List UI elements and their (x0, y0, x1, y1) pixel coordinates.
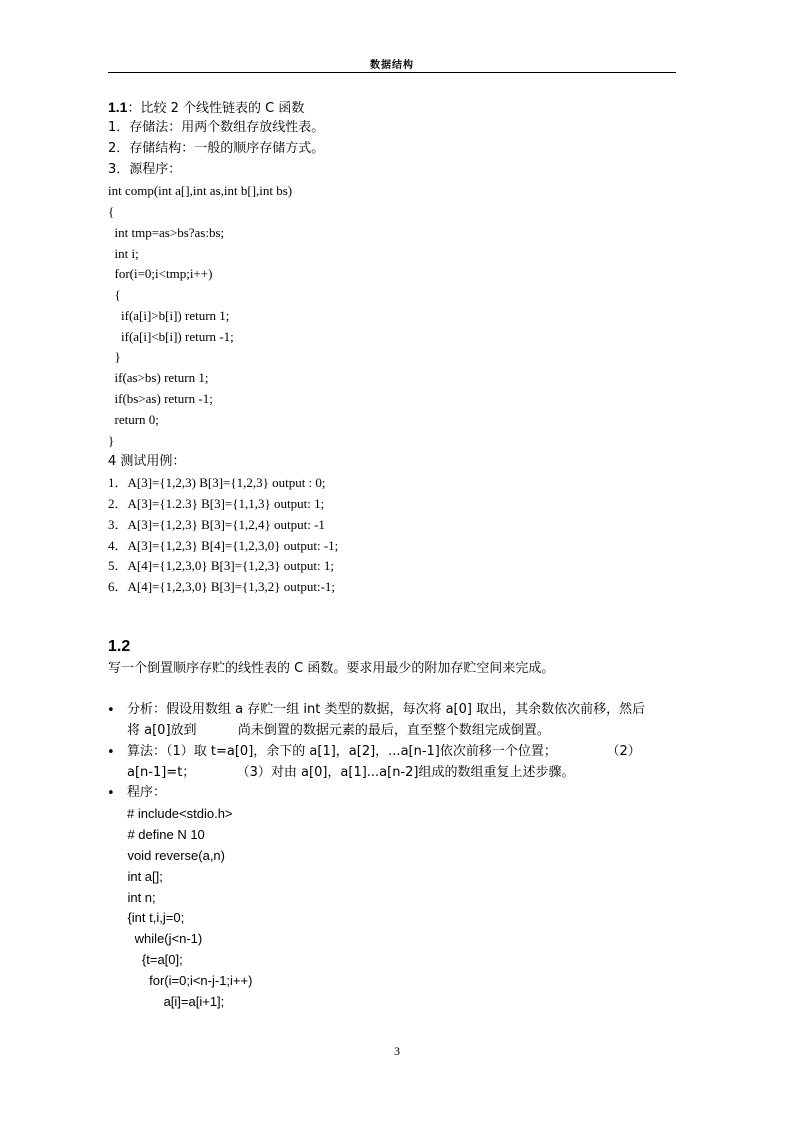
section-1-2-intro: 写一个倒置顺序存贮的线性表的 C 函数。要求用最少的附加存贮空间来完成。 (108, 661, 555, 676)
test-case: 3．A[3]={1,2,3} B[3]={1,2,4} output: -1 (108, 517, 325, 532)
code-line: for(i=0;i<tmp;i++) (108, 266, 213, 281)
code-line: int a[]; (113, 869, 163, 884)
header-rule (108, 72, 676, 73)
section-1-1-title: ：比较 2 个线性链表的 C 函数 (127, 101, 305, 116)
code-line: { (108, 287, 121, 302)
section-1-1-number: 1.1 (108, 99, 128, 115)
running-header: 数据结构 (370, 60, 414, 71)
code-line: } (108, 433, 115, 448)
program-label: 程序： (127, 785, 167, 800)
page-number: 3 (394, 1044, 400, 1058)
section-1-1-heading (108, 99, 304, 117)
code-line: if(a[i]<b[i]) return -1; (108, 329, 234, 344)
list-item: 2．存储结构：一般的顺序存储方式。 (108, 141, 325, 156)
test-case: 4．A[3]={1,2,3} B[4]={1,2,3,0} output: -1; (108, 538, 339, 553)
code-line: int i; (108, 246, 139, 261)
code-line: int tmp=as>bs?as:bs; (108, 225, 225, 240)
bullet-icon: • (107, 745, 115, 760)
code-line: while(j<n-1) (113, 931, 203, 946)
list-item: 1．存储法：用两个数组存放线性表。 (108, 120, 325, 135)
code-line: for(i=0;i<n-j-1;i++) (113, 973, 253, 988)
analysis-text: 将 a[0]放到 尚未倒置的数据元素的最后，直至整个数组完成倒置。 (127, 723, 550, 738)
code-line: { (108, 204, 115, 219)
bullet-icon: • (107, 786, 115, 801)
code-line: int comp(int a[],int as,int b[],int bs) (108, 183, 293, 198)
code-line: int n; (113, 890, 156, 905)
list-item: 3．源程序： (108, 162, 182, 177)
code-line: # include<stdio.h> (127, 806, 233, 821)
code-line: # define N 10 (113, 827, 205, 842)
section-1-2-heading: 1.2 (108, 638, 131, 655)
algorithm-text: 算法：（1）取 t=a[0]，余下的 a[1]，a[2]，...a[n-1]依次前移一个位置； （2） (127, 744, 641, 759)
test-case: 2．A[3]={1.2.3} B[3]={1,1,3} output: 1; (108, 496, 325, 511)
test-case: 1．A[3]={1,2,3) B[3]={1,2,3} output : 0; (108, 475, 326, 490)
test-case: 5．A[4]={1,2,3,0} B[3]={1,2,3} output: 1; (108, 558, 334, 573)
code-line: return 0; (108, 412, 159, 427)
analysis-text: 分析：假设用数组 a 存贮一组 int 类型的数据，每次将 a[0] 取出，其余数依次前移，然后 (127, 702, 646, 717)
code-line: if(a[i]>b[i]) return 1; (108, 308, 230, 323)
code-line: } (108, 349, 121, 364)
bullet-icon: • (107, 703, 115, 718)
code-line: a[i]=a[i+1]; (113, 994, 225, 1009)
code-line: void reverse(a,n) (113, 848, 225, 863)
test-case: 6．A[4]={1,2,3,0} B[3]={1,3,2} output:-1; (108, 579, 336, 594)
code-line: {t=a[0]; (113, 952, 183, 967)
code-line: {int t,i,j=0; (113, 910, 185, 925)
test-cases-title: 4 测试用例： (108, 454, 186, 469)
code-line: if(as>bs) return 1; (108, 370, 209, 385)
algorithm-text: a[n-1]=t； （3）对由 a[0]，a[1]...a[n-2]组成的数组重复上述步骤。 (127, 765, 575, 780)
code-line: if(bs>as) return -1; (108, 391, 213, 406)
